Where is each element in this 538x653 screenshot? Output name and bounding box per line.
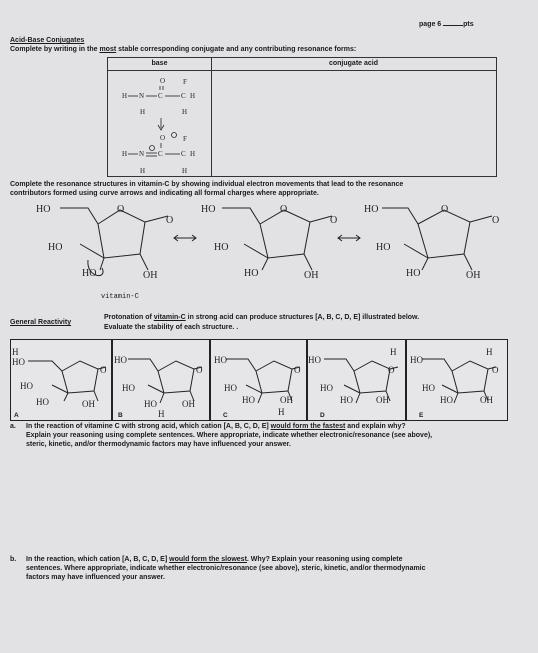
svg-text:HO: HO xyxy=(406,268,421,279)
svg-text:HO: HO xyxy=(144,399,157,409)
svg-text:H: H xyxy=(140,167,146,175)
svg-text:HO: HO xyxy=(201,204,216,215)
svg-text:H: H xyxy=(122,92,128,100)
svg-text:HO: HO xyxy=(320,383,333,393)
svg-text:O: O xyxy=(492,215,500,226)
resonance-instruction-2: contributors formed using curve arrows and indicating all formal charges where appropriate. xyxy=(10,190,319,197)
svg-text:HO: HO xyxy=(364,204,379,215)
base-column-header: base xyxy=(151,60,168,67)
svg-text:HO: HO xyxy=(114,355,127,365)
svg-text:O: O xyxy=(100,365,107,375)
vitamin-c-resonance-structures xyxy=(0,198,538,298)
svg-text:H: H xyxy=(190,150,196,158)
amide-base-structures xyxy=(108,70,211,176)
svg-text:HO: HO xyxy=(340,395,353,405)
question-b-text: In the reaction, which cation [A, B, C, D, E] would form the slowest. Why? Explain your reasoning using complete sentences. Where appropriate, indicate whether electronic/resonance (see above), steric, kinetic, and/or thermodynamic factors may have influenced your answer. xyxy=(26,556,426,581)
svg-text:HO: HO xyxy=(214,242,229,253)
svg-text:H: H xyxy=(390,347,397,357)
svg-text:O: O xyxy=(117,204,125,215)
conjugate-table xyxy=(107,57,497,177)
svg-text:HO: HO xyxy=(224,383,237,393)
structure-box-e: E xyxy=(406,339,508,421)
svg-text:H: H xyxy=(190,92,196,100)
svg-text:H: H xyxy=(486,347,493,357)
svg-text:C: C xyxy=(181,92,186,100)
question-a-text: In the reaction of vitamine C with strong acid, which cation [A, B, C, D, E] would form the fastest and explain why? Explain your reasoning using complete sentences. Where appropriate, indicate whether electronic/resonance (see above), steric, kinetic, and/or thermodynamic factors may have influenced your answer. xyxy=(26,423,433,448)
svg-text:H: H xyxy=(122,150,128,158)
svg-text:HO: HO xyxy=(376,242,391,253)
svg-text:OH: OH xyxy=(280,395,293,405)
protonation-text-2: Evaluate the stability of each structure. . xyxy=(104,324,239,331)
svg-text:F: F xyxy=(183,78,187,86)
svg-text:O: O xyxy=(492,365,499,375)
svg-text:HO: HO xyxy=(308,355,321,365)
protonation-text: Protonation of vitamin-C in strong acid can produce structures [A, B, C, D, E] illustrated below. xyxy=(104,314,420,321)
svg-text:O: O xyxy=(196,365,203,375)
svg-text:HO: HO xyxy=(36,397,49,407)
molecule-name: vitamin-C xyxy=(101,293,139,301)
svg-text:OH: OH xyxy=(466,270,481,281)
svg-text:HO: HO xyxy=(122,383,135,393)
page-number: page 6 pts xyxy=(419,18,474,29)
svg-text:HO: HO xyxy=(244,268,259,279)
svg-text:OH: OH xyxy=(82,399,95,409)
question-a-marker: a. xyxy=(10,423,16,430)
svg-text:HO: HO xyxy=(36,204,51,215)
svg-text:OH: OH xyxy=(182,399,195,409)
svg-text:OH: OH xyxy=(480,395,493,405)
resonance-instruction-1: Complete the resonance structures in vitamin-C by showing individual electron movements that lead to the resonance xyxy=(10,181,404,188)
structure-box-d: D xyxy=(307,339,406,421)
svg-text:C: C xyxy=(158,150,163,158)
svg-text:H: H xyxy=(140,108,146,116)
svg-text:OH: OH xyxy=(304,270,319,281)
svg-text:O: O xyxy=(280,204,288,215)
svg-text:HO: HO xyxy=(82,268,97,279)
protonated-structures xyxy=(10,339,510,419)
question-b-marker: b. xyxy=(10,556,17,563)
structure-box-a: A xyxy=(10,339,112,421)
structure-box-b: B xyxy=(112,339,210,421)
svg-text:H: H xyxy=(278,407,285,417)
svg-text:OH: OH xyxy=(376,395,389,405)
svg-text:O: O xyxy=(166,215,174,226)
svg-text:C: C xyxy=(181,150,186,158)
conjugate-column-header: conjugate acid xyxy=(328,60,378,67)
svg-text:HO: HO xyxy=(410,355,423,365)
svg-text:F: F xyxy=(183,135,187,143)
acid-base-heading: Acid-Base Conjugates xyxy=(10,37,85,44)
svg-text:HO: HO xyxy=(422,383,435,393)
svg-text:H: H xyxy=(158,409,165,419)
svg-text:O: O xyxy=(330,215,338,226)
svg-text:N: N xyxy=(139,92,145,100)
svg-text:N: N xyxy=(139,150,145,158)
general-reactivity-label: General Reactivity xyxy=(10,319,72,326)
svg-text:O: O xyxy=(294,365,301,375)
svg-text:HO: HO xyxy=(440,395,453,405)
svg-text:O: O xyxy=(388,365,395,375)
svg-text:O: O xyxy=(160,134,166,142)
svg-text:C: C xyxy=(158,92,163,100)
svg-text:HO: HO xyxy=(242,395,255,405)
svg-text:H: H xyxy=(12,347,19,357)
svg-text:HO: HO xyxy=(48,242,63,253)
svg-text:H: H xyxy=(182,167,188,175)
svg-text:HO: HO xyxy=(12,357,25,367)
svg-text:O: O xyxy=(160,77,166,85)
svg-text:O: O xyxy=(441,204,449,215)
svg-text:H: H xyxy=(182,108,188,116)
section1-instruction: Complete by writing in the most stable corresponding conjugate and any contributing resonance forms: xyxy=(10,46,357,53)
svg-text:HO: HO xyxy=(20,381,33,391)
structure-box-c: C xyxy=(210,339,307,421)
svg-text:OH: OH xyxy=(143,270,158,281)
svg-text:HO: HO xyxy=(214,355,227,365)
